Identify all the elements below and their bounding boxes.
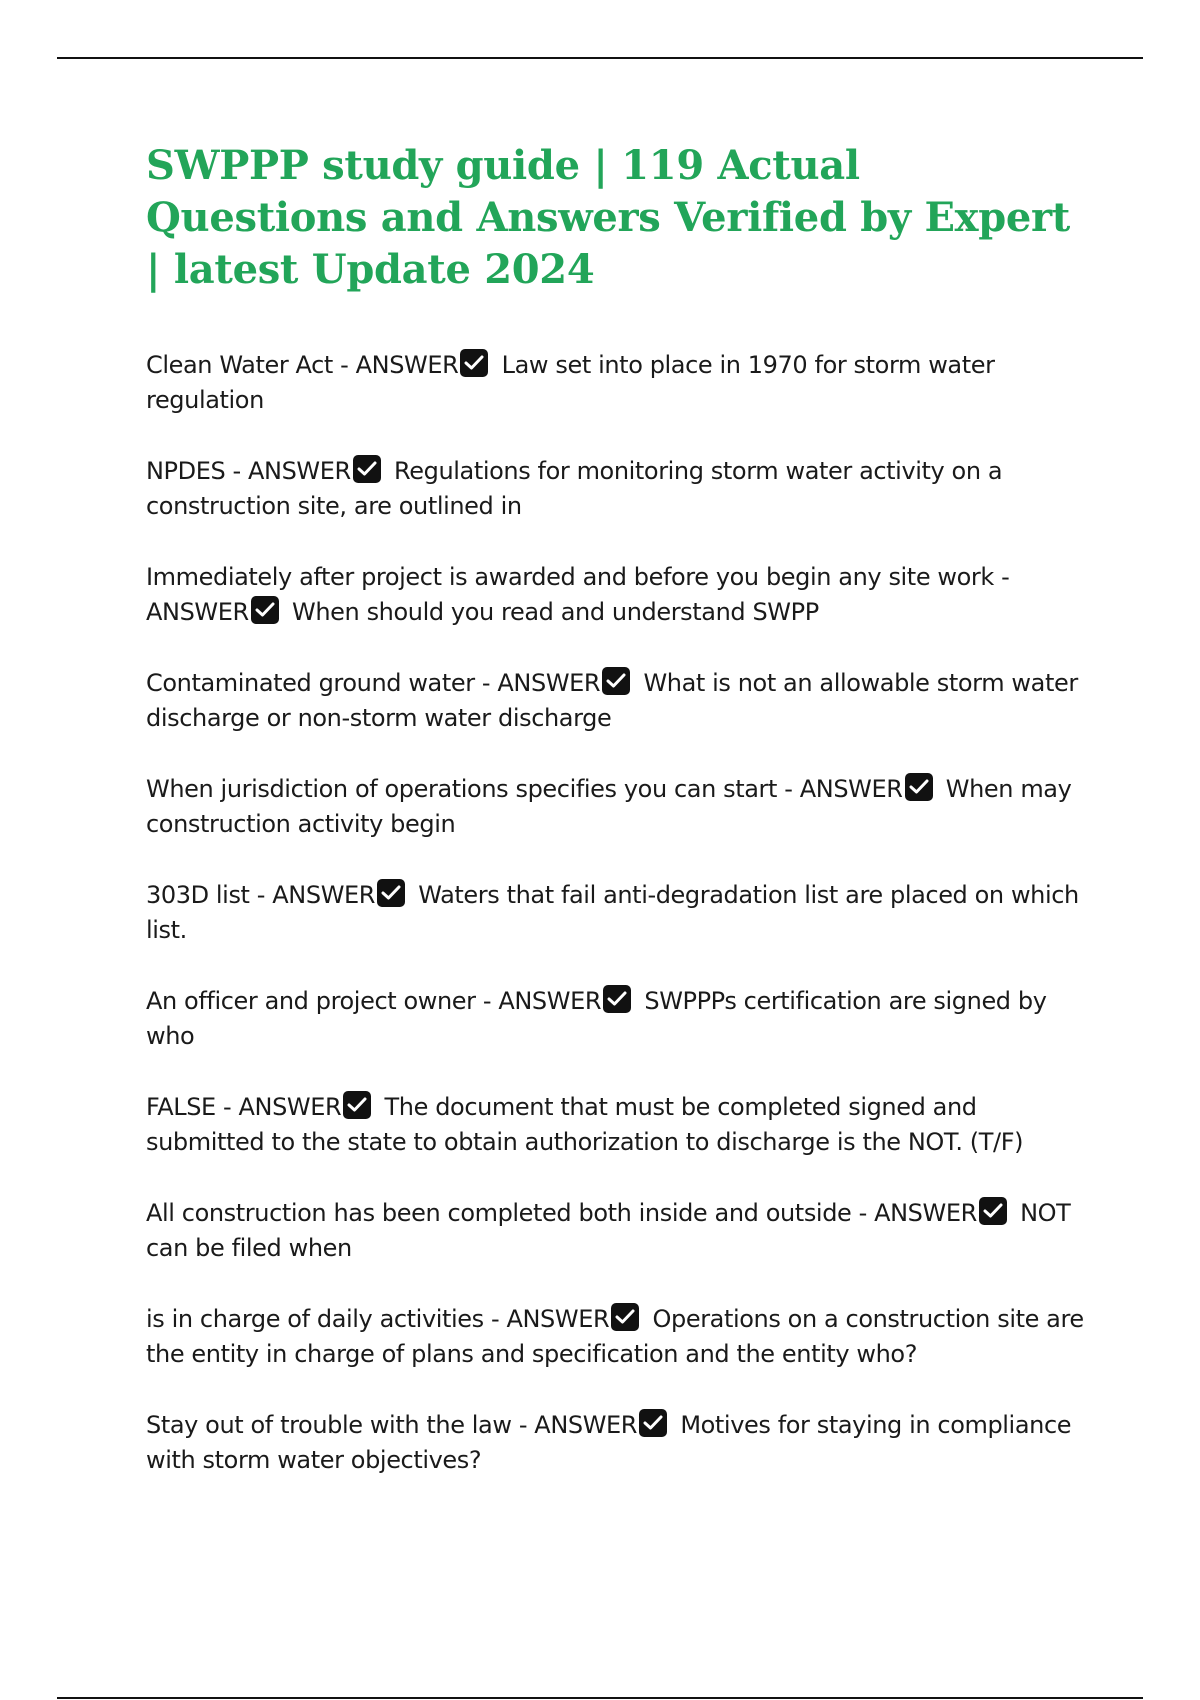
checkbox-checked-icon (611, 1303, 639, 1331)
header-rule (57, 57, 1143, 59)
qa-item (146, 348, 1086, 418)
document-title: SWPPP study guide | 119 Actual Questions and Answers Verified by Expert | latest Update 2024 (146, 142, 1070, 293)
qa-list (146, 348, 1086, 1478)
qa-term: Immediately after project is awarded and before you begin any site work - ANSWER (146, 563, 1010, 626)
checkbox-checked-icon (979, 1197, 1007, 1225)
qa-definition: When may construction activity begin (146, 775, 1072, 838)
qa-item (146, 1090, 1086, 1160)
qa-term: All construction has been completed both inside and outside - ANSWER (146, 1199, 977, 1227)
qa-definition: Law set into place in 1970 for storm water regulation (146, 351, 995, 414)
qa-item (146, 1302, 1086, 1372)
checkbox-checked-icon (353, 455, 381, 483)
qa-definition: SWPPPs certification are signed by who (146, 987, 1047, 1050)
qa-item (146, 560, 1086, 630)
qa-term: NPDES - ANSWER (146, 457, 351, 485)
qa-term: 303D list - ANSWER (146, 881, 376, 909)
qa-term: When jurisdiction of operations specifies you can start - ANSWER (146, 775, 903, 803)
checkbox-checked-icon (602, 667, 630, 695)
checkbox-checked-icon (251, 596, 279, 624)
qa-definition: The document that must be completed signed and submitted to the state to obtain authorization to discharge is the NOT. (T/F) (146, 1093, 1024, 1156)
qa-item (146, 1196, 1086, 1266)
qa-definition: What is not an allowable storm water discharge or non-storm water discharge (146, 669, 1078, 732)
qa-item (146, 666, 1086, 736)
qa-term: An officer and project owner - ANSWER (146, 987, 602, 1015)
checkbox-checked-icon (460, 349, 488, 377)
qa-term: FALSE - ANSWER (146, 1093, 342, 1121)
qa-definition: Regulations for monitoring storm water activity on a construction site, are outlined in (146, 457, 1003, 520)
qa-item (146, 878, 1086, 948)
checkbox-checked-icon (905, 773, 933, 801)
checkbox-checked-icon (603, 985, 631, 1013)
qa-definition: Operations on a construction site are the entity in charge of plans and specification and the entity who? (146, 1305, 1084, 1368)
qa-term: is in charge of daily activities - ANSWER (146, 1305, 610, 1333)
qa-item (146, 1408, 1086, 1478)
qa-term: Stay out of trouble with the law - ANSWER (146, 1411, 638, 1439)
qa-item (146, 984, 1086, 1054)
qa-definition: When should you read and understand SWPP (292, 598, 819, 626)
qa-item (146, 772, 1086, 842)
document-body (146, 140, 1086, 1514)
qa-item (146, 454, 1086, 524)
qa-definition: Waters that fail anti-degradation list are placed on which list. (146, 881, 1079, 944)
qa-term: Clean Water Act - ANSWER (146, 351, 459, 379)
checkbox-checked-icon (377, 879, 405, 907)
qa-definition: NOT can be filed when (146, 1199, 1071, 1262)
checkbox-checked-icon (639, 1409, 667, 1437)
qa-term: Contaminated ground water - ANSWER (146, 669, 601, 697)
checkbox-checked-icon (343, 1091, 371, 1119)
qa-definition: Motives for staying in compliance with storm water objectives? (146, 1411, 1072, 1474)
footer-rule (57, 1697, 1143, 1699)
